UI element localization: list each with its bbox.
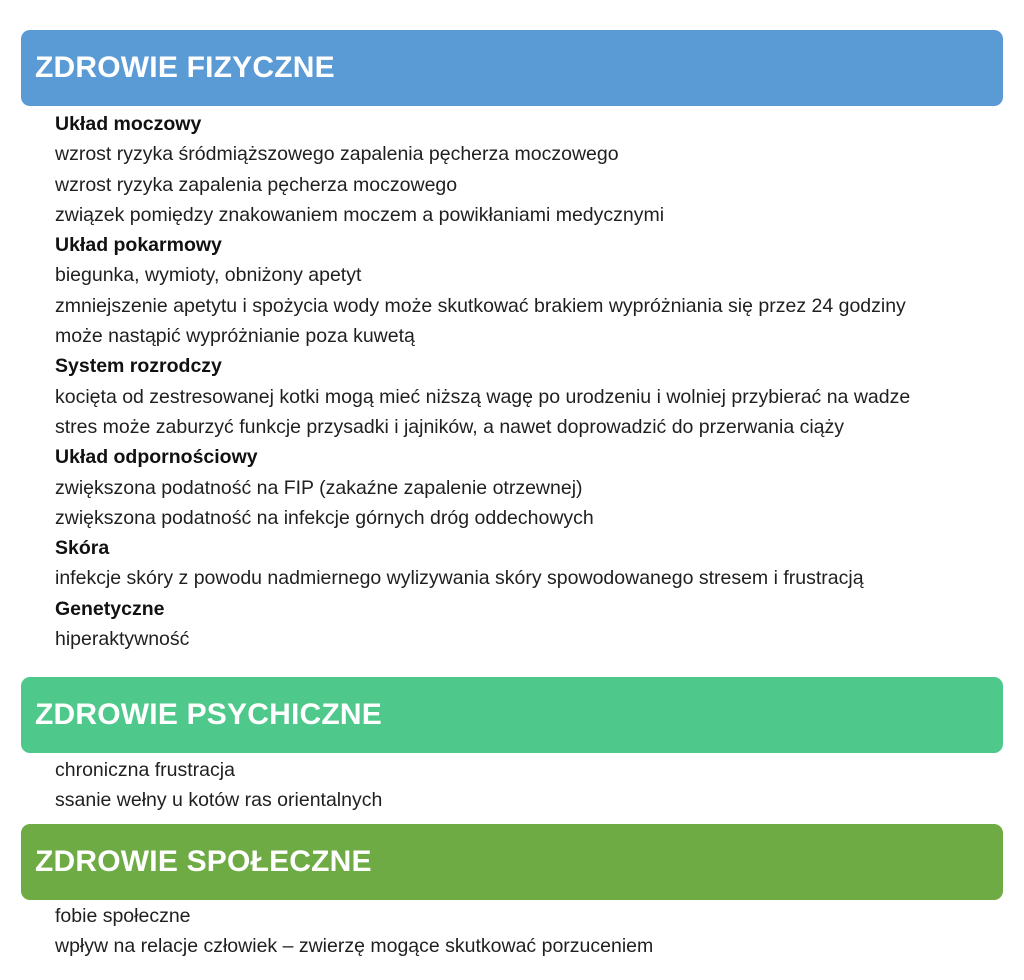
section-title-mental: ZDROWIE PSYCHICZNE [35,698,382,731]
section-content-social [55,901,1005,962]
list-item: zmniejszenie apetytu i spożycia wody może skutkować brakiem wypróżniania się przez 24 godziny [55,294,906,317]
section-title-physical: ZDROWIE FIZYCZNE [35,51,335,84]
subheading-skin: Skóra [55,537,110,560]
list-item: może nastąpić wypróżnianie poza kuwetą [55,325,415,348]
list-item: fobie społeczne [55,905,191,927]
section-header-physical [21,30,1003,106]
list-item: zwiększona podatność na FIP (zakaźne zapalenie otrzewnej) [55,476,583,499]
list-item: stres może zaburzyć funkcje przysadki i jajników, a nawet doprowadzić do przerwania ciąży [55,415,845,438]
section-content-mental [55,755,1005,816]
subheading-reproductive: System rozrodczy [55,355,222,378]
section-header-social [21,824,1003,900]
list-item: infekcje skóry z powodu nadmiernego wylizywania skóry spowodowanego stresem i frustracją [55,567,864,590]
list-item: hiperaktywność [55,628,190,651]
section-content-physical [55,109,1005,654]
list-item: związek pomiędzy znakowaniem moczem a powikłaniami medycznymi [55,203,665,226]
list-item: kocięta od zestresowanej kotki mogą mieć niższą wagę po urodzeniu i wolniej przybierać na wadze [55,385,911,408]
subheading-urinary: Układ moczowy [55,113,202,135]
list-item: wzrost ryzyka śródmiąższowego zapalenia pęcherza moczowego [55,143,619,166]
subheading-genetic: Genetyczne [55,597,165,620]
list-item: wpływ na relacje człowiek – zwierzę mogące skutkować porzuceniem [55,935,654,958]
list-item: ssanie wełny u kotów ras orientalnych [55,789,383,812]
section-header-mental [21,677,1003,753]
list-item: biegunka, wymioty, obniżony apetyt [55,264,362,287]
section-title-social: ZDROWIE SPOŁECZNE [35,845,372,878]
list-item: zwiększona podatność na infekcje górnych dróg oddechowych [55,506,594,529]
subheading-immune: Układ odpornościowy [55,446,258,469]
list-item: wzrost ryzyka zapalenia pęcherza moczowego [55,173,458,196]
list-item: chroniczna frustracja [55,759,235,781]
subheading-digestive: Układ pokarmowy [55,234,222,257]
